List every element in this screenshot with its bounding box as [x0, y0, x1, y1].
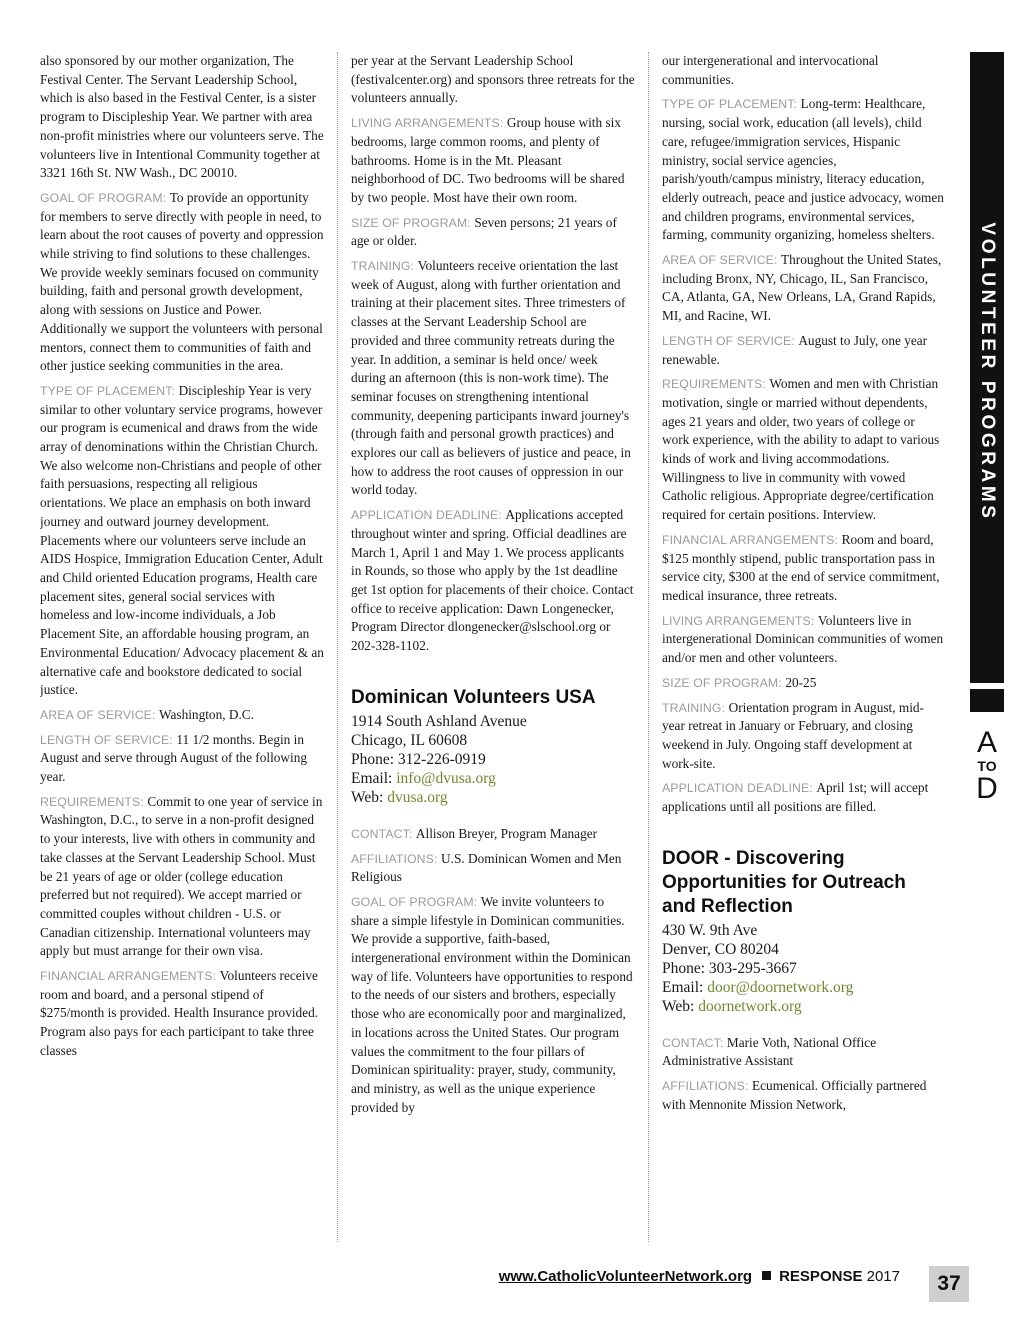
org-web-row	[351, 788, 635, 807]
goal-section	[351, 893, 635, 1117]
web-link[interactable]: dvusa.org	[387, 788, 448, 806]
deadline-section	[662, 779, 944, 816]
section-text: Women and men with Christian motivation, single or married without dependents, ages 21 years and older, two years of college or work experience, with the ability to adapt to various kinds of work and living accommodations. Willingness to live in community with vowed Catholic religious. Appropriate degree/certification required for certain positions. Interview.	[662, 376, 940, 523]
page-footer	[380, 1268, 900, 1285]
placement-section	[662, 95, 944, 245]
section-tab-label: VOLUNTEER PROGRAMS	[977, 222, 998, 522]
range-end: D	[976, 772, 998, 805]
section-text: We invite volunteers to share a simple lifestyle in Dominican communities. We provide a supportive, faith-based, intergenerational environment within the Dominican way of life. Volunteers have opportunities to respond to the needs of our sisters and brothers, especially those who are economically poor and marginalized, in locations across the United States. Our program values the commitment to the four pillars of Dominican spirituality: prayer, study, community, and ministry, as well as the unique experience provided by	[351, 893, 633, 1115]
web-label: Web:	[351, 788, 384, 806]
section-text: Ecumenical. Officially partnered with Mennonite Mission Network,	[662, 1078, 927, 1112]
alphabet-range	[968, 728, 1006, 804]
section-text: April 1st; will accept applications until all positions are filled.	[662, 780, 929, 815]
org-email-row	[662, 978, 944, 997]
section-text: Washington, D.C.	[159, 706, 254, 722]
section-text: Long-term: Healthcare, nursing, social work, education (all levels), child care, refugee/immigration services, Hispanic ministry, social service agencies, parish/youth/campus ministry, literacy education, elderly outreach, peace and justice advocacy, women and children programs, environmental services, farming, community organizing, homeless shelters.	[662, 96, 944, 243]
affiliations-section	[662, 1077, 944, 1114]
org-title: DOOR - Discovering Opportunities for Outreach and Reflection	[662, 847, 906, 917]
contact-section	[662, 1034, 944, 1071]
section-text: Commit to one year of service in Washington, D.C., to serve in a non-profit designed to your interests, live with others in community and take classes at the Servant Leadership School. Must be 21 years of age or older (college education preferred but not required). We accept married or committed couples without children - U.S. or Canadian citizenship. International volunteers may apply but must arrange for their own visa.	[40, 793, 323, 959]
section-text: Volunteers receive orientation the last week of August, along with further orientation and training at their placement sites. Three trimesters of classes at the Servant Leadership School are provided and three community retreats during the year. In addition, a seminar is held once/ week during an afternoon (this is non-work time). The seminar focuses on strengthening intentional community, deepening participants inward journey's (through faith and personal growth practices) and explores our call as believers of justice and peace, in how to address the root causes of oppression in our world today.	[351, 258, 631, 498]
section-label: AREA OF SERVICE:	[662, 253, 778, 268]
area-section	[40, 706, 324, 725]
size-section	[662, 674, 944, 693]
web-label: Web:	[662, 997, 695, 1015]
column-1	[40, 52, 324, 1244]
page-number: 37	[929, 1266, 969, 1302]
org-street: 1914 South Ashland Avenue	[351, 712, 527, 730]
square-bullet-icon	[762, 1271, 771, 1280]
section-label: APPLICATION DEADLINE:	[662, 781, 813, 796]
publication-name: RESPONSE	[779, 1268, 863, 1285]
section-label: APPLICATION DEADLINE:	[351, 508, 502, 523]
section-label: TYPE OF PLACEMENT:	[40, 383, 176, 398]
section-text: Discipleship Year is very similar to other voluntary service programs, however our program is ecumenical and draws from the wide array of denominations within the Christian Church. We also welcome non-Christians and people of other faith persuasions, respecting all religious orientations. We place an emphasis on both inward journey and outward journey development. Placements where our volunteers serve include an AIDS Hospice, Immigration Education Center, Adult and Child oriented Education programs, Health care placement sites, general social services with homeless and low-income individuals, a Job Placement Site, an affordable housing program, an Environmental Education/ Advocacy placement & an alternative cafe and bookstore dedicated to social justice.	[40, 382, 324, 698]
section-text: To provide an opportunity for members to serve directly with people in need, to learn about the root causes of poverty and oppression while striving to find solutions to these challenges. We provide weekly seminars focused on community building, faith and personal growth development, along with sessions on Justice and Power. Additionally we support the volunteers with personal mentors, connect them to communities of faith and other justice seeking communities in the area.	[40, 189, 324, 374]
org-header-dominican	[351, 686, 635, 807]
column-divider	[337, 52, 338, 1242]
section-text: Group house with six bedrooms, large common rooms, and plenty of bathrooms. Home is in the Mt. Pleasant neighborhood of DC. Two bedrooms will be shared by two people. Most have their own room.	[351, 115, 625, 205]
placement-section	[40, 382, 324, 700]
column-2	[351, 52, 635, 1244]
org-email-row	[351, 769, 635, 788]
range-start: A	[976, 726, 997, 759]
section-label: REQUIREMENTS:	[40, 794, 144, 809]
email-label: Email:	[662, 978, 704, 996]
section-text: Allison Breyer, Program Manager	[415, 825, 598, 841]
financial-section	[662, 531, 944, 606]
section-label: AFFILIATIONS:	[662, 1079, 749, 1094]
training-section	[351, 257, 635, 500]
section-label: FINANCIAL ARRANGEMENTS:	[40, 969, 217, 984]
column-3	[662, 52, 944, 1244]
section-label: LIVING ARRANGEMENTS:	[351, 116, 504, 131]
org-phone: Phone: 303-295-3667	[662, 959, 797, 977]
tab-divider	[970, 683, 1004, 689]
section-text: 11 1/2 months. Begin in August and serve through August of the following year.	[40, 731, 308, 785]
section-text: Volunteers receive room and board, and a personal stipend of $275/month is provided. Health Insurance provided. Program also pays for each participant to take three classes	[40, 968, 319, 1058]
section-label: FINANCIAL ARRANGEMENTS:	[662, 532, 839, 547]
affiliations-section	[351, 850, 635, 887]
section-label: SIZE OF PROGRAM:	[351, 215, 471, 230]
living-section	[351, 114, 635, 208]
org-street: 430 W. 9th Ave	[662, 921, 758, 939]
paragraph: our intergenerational and intervocational communities.	[662, 53, 879, 87]
section-text: U.S. Dominican Women and Men Religious	[351, 850, 622, 885]
requirements-section	[40, 793, 324, 961]
section-text: 20-25	[785, 674, 817, 690]
section-text: Throughout the United States, including Bronx, NY, Chicago, IL, San Francisco, CA, Atlanta, GA, New Orleans, LA, Grand Rapids, MI, and Racine, WI.	[662, 252, 942, 324]
paragraph: per year at the Servant Leadership School (festivalcenter.org) and sponsors three retreats for the volunteers annually.	[351, 53, 635, 106]
living-section	[662, 612, 944, 668]
requirements-section	[662, 375, 944, 525]
section-label: GOAL OF PROGRAM:	[351, 894, 478, 909]
paragraph: also sponsored by our mother organization, The Festival Center. The Servant Leadership School, which is also based in the Festival Center, is a sister program to Discipleship Year. We partner with area non-profit ministries where our volunteers serve. The volunteers live in Intentional Community together at 3321 16th St. NW Wash., DC 20010.	[40, 53, 324, 181]
org-phone: Phone: 312-226-0919	[351, 750, 486, 768]
org-city: Denver, CO 80204	[662, 940, 779, 958]
publication-year: 2017	[866, 1268, 900, 1285]
length-section	[40, 731, 324, 787]
training-section	[662, 699, 944, 774]
area-section	[662, 251, 944, 326]
email-label: Email:	[351, 769, 393, 787]
section-label: AFFILIATIONS:	[351, 851, 438, 866]
section-text: Room and board, $125 monthly stipend, public transportation pass in service city, $300 at the end of service commitment, medical insurance, three retreats.	[662, 531, 940, 603]
email-link[interactable]: door@doornetwork.org	[707, 978, 854, 996]
section-text: Seven persons; 21 years of age or older.	[351, 214, 617, 249]
org-web-row	[662, 997, 944, 1016]
section-text: Volunteers live in intergenerational Dominican communities of women and/or men and other volunteers.	[662, 612, 944, 666]
section-label: TYPE OF PLACEMENT:	[662, 97, 798, 112]
length-section	[662, 332, 944, 369]
section-text: Orientation program in August, mid-year retreat in January or February, and closing weekend in July. Ongoing staff development at work-site.	[662, 699, 924, 771]
column-divider	[648, 52, 649, 1242]
section-label: TRAINING:	[662, 700, 726, 715]
section-label: REQUIREMENTS:	[662, 377, 766, 392]
section-text: August to July, one year renewable.	[662, 332, 928, 367]
deadline-section	[351, 506, 635, 656]
financial-section	[40, 967, 324, 1061]
org-city: Chicago, IL 60608	[351, 731, 468, 749]
contact-section	[351, 825, 635, 844]
org-title: Dominican Volunteers USA	[351, 686, 596, 708]
goal-section	[40, 189, 324, 376]
section-label: LENGTH OF SERVICE:	[40, 732, 173, 747]
range-word: TO	[977, 758, 997, 774]
section-label: LIVING ARRANGEMENTS:	[662, 613, 815, 628]
section-label: LENGTH OF SERVICE:	[662, 333, 795, 348]
section-label: AREA OF SERVICE:	[40, 707, 156, 722]
org-header-door	[662, 847, 944, 1016]
section-label: GOAL OF PROGRAM:	[40, 190, 167, 205]
section-text: Marie Voth, National Office Administrative Assistant	[662, 1034, 877, 1069]
section-label: CONTACT:	[351, 826, 413, 841]
section-text: Applications accepted throughout winter and spring. Official deadlines are March 1, April 1 and May 1. We process applicants in Rounds, so those who apply by the 1st deadline get 1st option for placements of their choice. Contact office to receive application: Dawn Longenecker, Program Director dlongenecker@slschool.org or 202-328-1102.	[351, 507, 634, 654]
footer-url[interactable]: www.CatholicVolunteerNetwork.org	[498, 1268, 753, 1285]
size-section	[351, 214, 635, 251]
section-label: TRAINING:	[351, 259, 415, 274]
web-link[interactable]: doornetwork.org	[698, 997, 802, 1015]
email-link[interactable]: info@dvusa.org	[396, 769, 496, 787]
section-label: SIZE OF PROGRAM:	[662, 675, 782, 690]
section-label: CONTACT:	[662, 1035, 724, 1050]
